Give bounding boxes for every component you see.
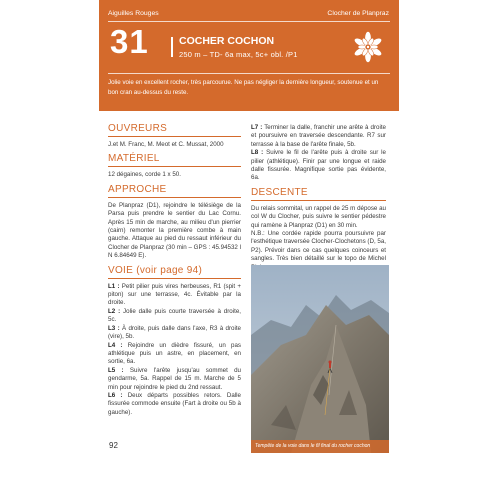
materiel-heading: MATÉRIEL bbox=[108, 153, 160, 165]
materiel-text: 12 dégaines, corde 1 x 50. bbox=[108, 171, 181, 179]
pitch-item: L3 : À droite, puis dalle dans l'axe, R3 à droite (vire), 5b. bbox=[108, 324, 241, 341]
section-rule bbox=[108, 197, 241, 198]
page-number: 92 bbox=[109, 441, 118, 450]
pitch-item: L5 : Suivre l'arête jusqu'au sommet du gendarme, 5a. Rappel de 15 m. Marche de 5 min pour rejoindre le pied du 2nd ressaut. bbox=[108, 366, 241, 391]
pitch-item: L2 : Jolie dalle puis courte traversée à droite, 5c. bbox=[108, 307, 241, 324]
voie-heading bbox=[108, 266, 241, 276]
pitch-item: L1 : Petit pilier puis vires herbeuses, R1 (spit + piton) sur une terrasse, 4c. Évitable par la droite. bbox=[108, 282, 241, 307]
route-header bbox=[99, 0, 399, 111]
descente-heading: DESCENTE bbox=[251, 186, 308, 198]
left-column bbox=[108, 124, 241, 417]
route-photo bbox=[251, 265, 389, 453]
route-name: COCHER COCHON bbox=[179, 35, 275, 47]
approche-heading: APPROCHE bbox=[108, 183, 167, 195]
descente-note: N.B.: Une cordée rapide pourra poursuivre par l'esthétique traversée Clocher-Clochetons (D, 5a, P2). Prévoir dans ce cas quelques coinceurs et sangles. Très bien détaillé sur le topo de Michel bbox=[251, 230, 386, 263]
photo-caption: Tempête de la voie dans le fil final du rocher cochon bbox=[251, 440, 389, 453]
ouvreurs-heading: OUVREURS bbox=[108, 123, 168, 134]
descente-text: Du relais sommital, un rappel de 25 m dépose au col W du Clocher, puis suivre le sentier pédestre qui ramène à Planpraz (D1) en 30 min. bbox=[251, 204, 386, 229]
pitch-list-left bbox=[108, 283, 241, 418]
voie-title: VOIE bbox=[108, 264, 134, 276]
ouvreurs-text: J.et M. Franc, M. Meot et C. Mussat, 2000 bbox=[108, 141, 224, 148]
right-column bbox=[251, 124, 386, 272]
pitch-item: L7 : Terminer la dalle, franchir une arête à droite et poursuivre en traversée descendante. R7 sur terrasse à la base de l'arête finale, 5b. bbox=[251, 124, 386, 148]
area-name: Aiguilles Rouges bbox=[108, 10, 159, 17]
section-rule bbox=[108, 166, 241, 167]
route-intro: Jolie voie en excellent rocher, très parcourue. Ne pas négliger la dernière longueur, soutenue et un bon cran au-dessus du reste. bbox=[108, 79, 379, 96]
pitch-item: L4 : Rejoindre un dièdre fissuré, un pas athlétique puis un astre, en placement, en sortie, 6a. bbox=[108, 341, 241, 366]
pitch-item: L6 : Deux départs possibles retors. Dalle fissurée commode ensuite (Fart à droite ou 5b à gauche). bbox=[108, 391, 241, 416]
section-rule bbox=[108, 278, 241, 279]
voie-page-link[interactable]: (voir page 94) bbox=[136, 264, 203, 276]
approche-text: De Planpraz (D1), rejoindre le télésiège de la Parsa puis prendre le sentier du Lac Cornu. Après 15 min de marche, au milieu d'un pierrier (cairn) remonter la première combe à main gauche. Attaque au pied du ressaut inférieur du Clocher de Planpraz (30 min – GPS : 45.94532 l N 6.84649 E). bbox=[108, 201, 241, 260]
route-spec: 250 m – TD- 6a max, 5c+ obl. /P1 bbox=[179, 50, 298, 59]
edelweiss-logo-icon bbox=[352, 31, 384, 63]
route-number: 31 bbox=[110, 23, 149, 60]
intro-divider bbox=[108, 73, 390, 74]
section-rule bbox=[108, 136, 241, 137]
climber-photo-image bbox=[251, 265, 389, 453]
sector-name: Clocher de Planpraz bbox=[327, 10, 389, 17]
header-divider bbox=[108, 21, 390, 22]
title-separator bbox=[171, 37, 173, 57]
pitch-item: L8 : Suivre le fil de l'arête puis à droite sur le pilier (athlétique). Finir par une longue et raide dalle fissurée. Magnifique sortie pas évidente, 6a. bbox=[251, 149, 386, 182]
section-rule bbox=[251, 200, 386, 201]
